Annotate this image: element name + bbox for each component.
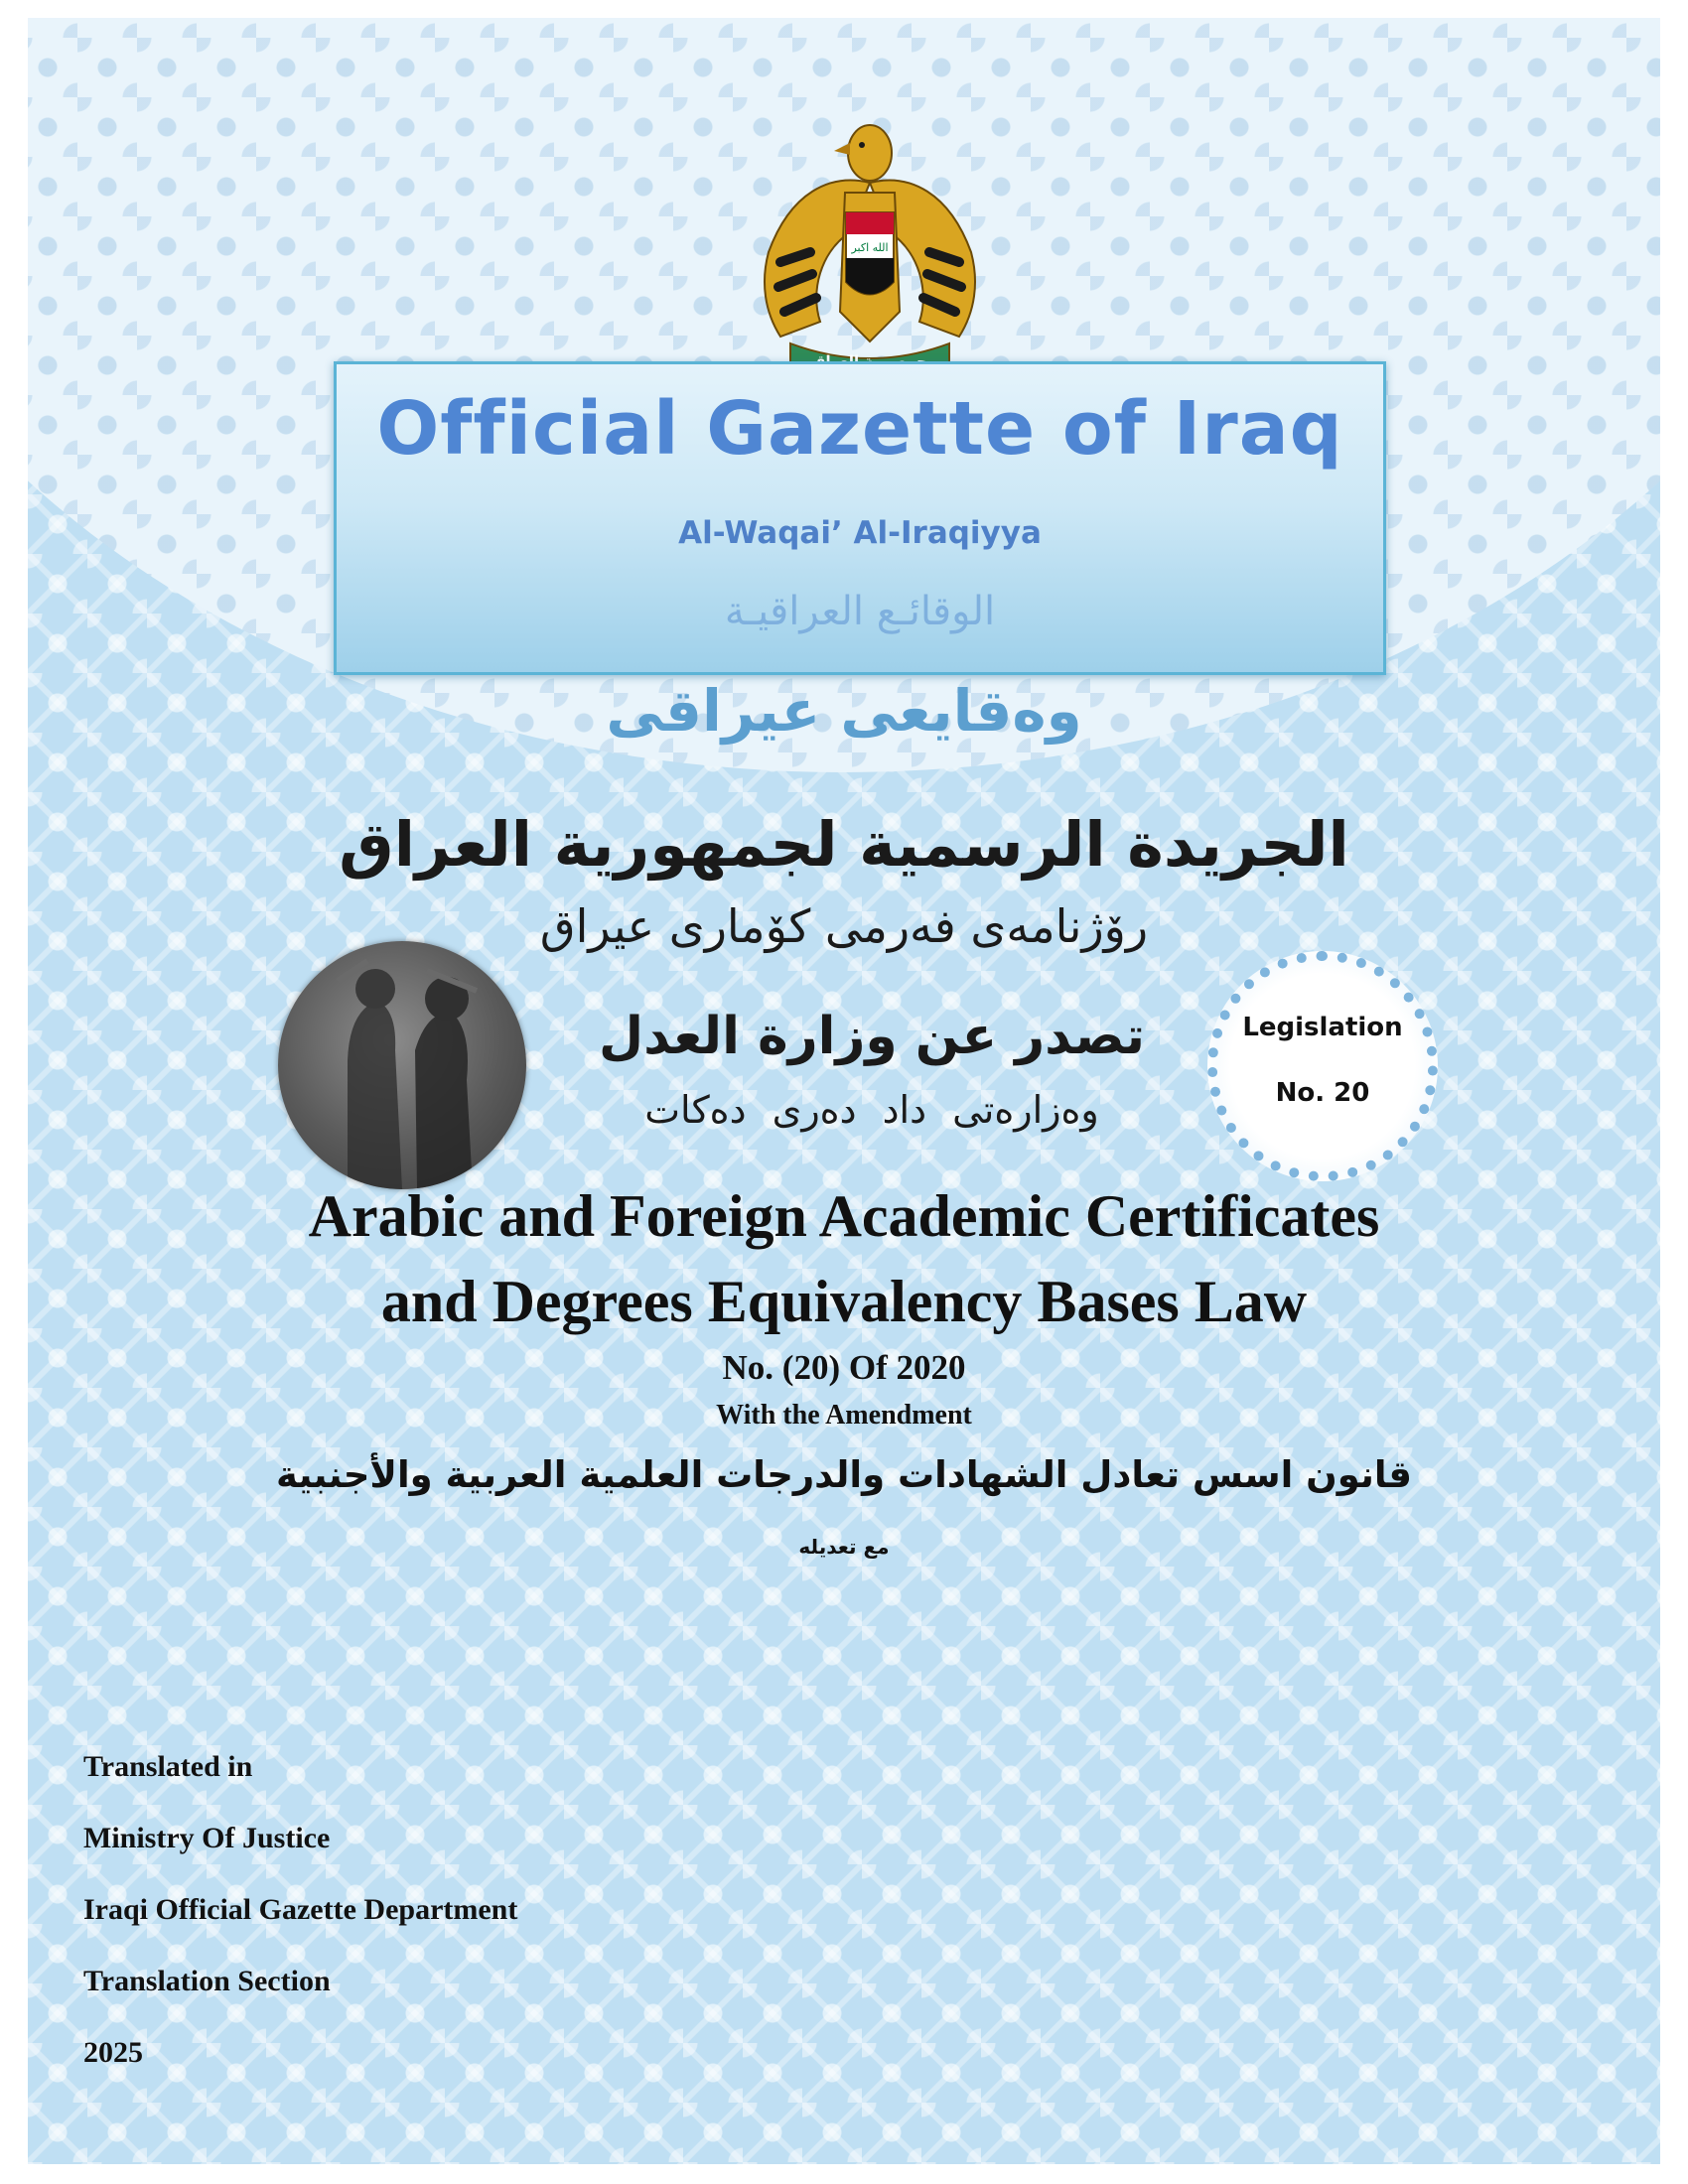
law-arabic-amendment: مع تعديله bbox=[798, 1535, 890, 1559]
law-number: No. (20) Of 2020 bbox=[722, 1348, 966, 1387]
credit-line: 2025 bbox=[83, 2036, 143, 2069]
translation-credits bbox=[83, 1731, 517, 2089]
law-amendment: With the Amendment bbox=[716, 1400, 972, 1431]
legislation-badge bbox=[1207, 951, 1438, 1181]
gazette-arabic-name: الوقائـع العراقيـة bbox=[724, 589, 996, 634]
badge-legislation-label: Legislation bbox=[1242, 1013, 1403, 1042]
law-title-line1: Arabic and Foreign Academic Certificates bbox=[308, 1183, 1380, 1249]
gazette-subtitle: Al-Waqai’ Al-Iraqiyya bbox=[678, 515, 1042, 551]
masthead-arabic: الجريدة الرسمية لجمهورية العراق bbox=[339, 808, 1349, 881]
iraq-eagle-emblem bbox=[751, 113, 989, 381]
badge-legislation-number: No. 20 bbox=[1275, 1078, 1370, 1108]
gazette-kurdish-name: وەقايعی عيراقی bbox=[606, 677, 1082, 745]
credit-line: Translated in bbox=[83, 1750, 253, 1783]
hammurabi-stele-medallion bbox=[278, 941, 526, 1189]
stele-relief-figures bbox=[278, 941, 526, 1189]
eagle-head bbox=[848, 125, 892, 181]
masthead-kurdish: رۆژنامەی فەرمی کۆماری عیراق bbox=[539, 899, 1149, 953]
credit-line: Translation Section bbox=[83, 1965, 331, 1997]
credit-line: Ministry Of Justice bbox=[83, 1822, 331, 1854]
gazette-title-box bbox=[334, 361, 1386, 675]
credit-line: Iraqi Official Gazette Department bbox=[83, 1893, 518, 1926]
emblem-flag-text: الله اكبر bbox=[851, 241, 889, 254]
ministry-arabic: تصدر عن وزارة العدل bbox=[599, 1007, 1145, 1066]
law-title bbox=[28, 1173, 1660, 1344]
law-arabic-title: قانون اسس تعادل الشهادات والدرجات العلمية العربية والأجنبية bbox=[276, 1453, 1412, 1496]
gazette-title: Official Gazette of Iraq bbox=[376, 386, 1343, 472]
law-title-line2: and Degrees Equivalency Bases Law bbox=[380, 1269, 1308, 1334]
ministry-kurdish: وەزارەتی داد دەری دەکات bbox=[644, 1088, 1099, 1132]
cover-page bbox=[28, 18, 1660, 2164]
